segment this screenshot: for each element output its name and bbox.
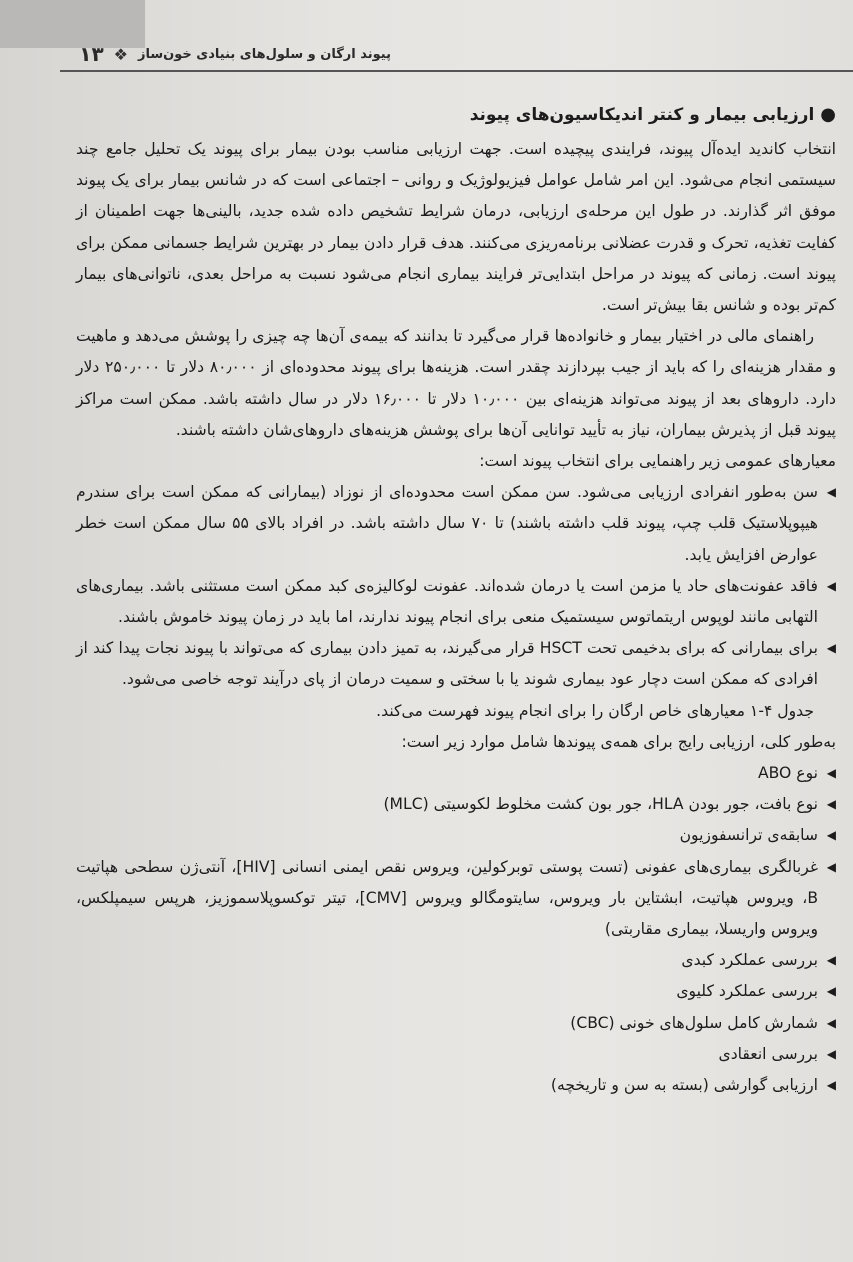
list-item-text: نوع بافت، جور بودن HLA، جور بون کشت مخلوط لکوسیتی (MLC)	[383, 795, 818, 814]
triangle-bullet-icon: ◀	[826, 1078, 836, 1093]
triangle-bullet-icon: ◀	[826, 1046, 836, 1061]
header-rule	[60, 70, 853, 72]
list-item-text: بررسی عملکرد کلیوی	[676, 982, 818, 1001]
triangle-bullet-icon: ◀	[826, 766, 836, 781]
list-item-text: فاقد عفونت‌های حاد یا مزمن است یا درمان شده‌اند. عفونت لوکالیزه‌ی کبد ممکن است مستثنی باشد. بیماری‌های التهابی مانند لوپوس اریتماتوس سیستمیک منعی برای انجام پیوند ندارند، اما باید در زمان پیوند خاموش باشند.	[76, 576, 818, 627]
list-item	[76, 789, 836, 820]
list-item-text: بررسی عملکرد کبدی	[681, 951, 818, 970]
page-number: ۱۳	[79, 42, 104, 66]
triangle-bullet-icon: ◀	[826, 984, 836, 999]
paragraph-financial-guidance: راهنمای مالی در اختیار بیمار و خانواده‌ها قرار می‌گیرد تا بدانند که بیمه‌ی آن‌ها چه چیزی را پوشش می‌دهد و ماهیت و مقدار هزینه‌ای را که باید از جیب بپردازند چقدر است. هزینه‌ها برای پیوند محدوده‌ای از ۸۰٫۰۰۰ دلار تا ۲۵۰٫۰۰۰ دلار دارد. داروهای بعد از پیوند می‌تواند هزینه‌ای بین ۱۰٫۰۰۰ دلار تا ۱۶٫۰۰۰ دلار در سال داشته باشد. ممکن است مراکز پیوند قبل از پذیرش بیماران، نیاز به تأیید توانایی آن‌ها برای پوشش هزینه‌های داروهای‌شان داشته باشند.	[76, 327, 836, 439]
triangle-bullet-icon: ◀	[826, 578, 836, 593]
triangle-bullet-icon: ◀	[826, 1015, 836, 1030]
list-item-text: بررسی انعقادی	[718, 1044, 818, 1063]
triangle-bullet-icon: ◀	[826, 797, 836, 812]
paragraph-table-reference: جدول ۴-۱ معیارهای خاص ارگان را برای انجام پیوند فهرست می‌کند.	[376, 701, 814, 720]
list-item-text: شمارش کامل سلول‌های خونی (CBC)	[570, 1013, 818, 1032]
list-item	[76, 1008, 836, 1039]
list-item	[76, 945, 836, 976]
heading-bullet-icon: ●	[820, 104, 836, 125]
list-item-text: ارزیابی گوارشی (بسته به سن و تاریخچه)	[550, 1076, 818, 1095]
list-item	[76, 1070, 836, 1101]
list-item	[76, 1039, 836, 1070]
list-item-text: سن به‌طور انفرادی ارزیابی می‌شود. سن ممکن است محدوده‌ای از نوزاد (بیمارانی که ممکن است برای سندرم هیپوپلاستیک قلب چپ، پیوند قلب داشته باشند) تا ۷۰ سال داشته باشد. در افراد بالای ۵۵ سال ممکن است خطر عوارض افزایش یابد.	[76, 483, 818, 564]
list-item	[76, 852, 836, 946]
paragraph-general-intro: به‌طور کلی، ارزیابی رایج برای همه‌ی پیوندها شامل موارد زیر است:	[401, 732, 836, 751]
list-item-text: سابقه‌ی ترانسفوزیون	[679, 826, 818, 845]
list-item-text: نوع ABO	[757, 764, 818, 783]
paragraph-criteria-intro: معیارهای عمومی زیر راهنمایی برای انتخاب پیوند است:	[479, 452, 836, 471]
list-item	[76, 477, 836, 571]
triangle-bullet-icon: ◀	[826, 641, 836, 656]
list-item	[76, 820, 836, 851]
triangle-bullet-icon: ◀	[826, 859, 836, 874]
section-heading-text: ارزیابی بیمار و کنتر اندیکاسیون‌های پیوند	[469, 105, 815, 125]
section-heading	[76, 98, 836, 132]
page-header	[78, 40, 391, 68]
list-item	[76, 976, 836, 1007]
criteria-list	[76, 477, 836, 695]
paragraph-candidate-selection: انتخاب کاندید ایده‌آل پیوند، فرایندی پیچیده است. جهت ارزیابی مناسب بودن بیمار برای پیوند یک تحلیل جامع چند سیستمی انجام می‌شود. این امر شامل عوامل فیزیولوژیک و روانی – اجتماعی است که در شانس بیمار برای یک پیوند موفق اثر گذارند. در طول این مرحله‌ی ارزیابی، درمان شرایط تشخیص داده شده جدید، بالینی‌ها جهت اطمینان از کفایت تغذیه، تحرک و قدرت عضلانی برنامه‌ریزی می‌کنند. هدف قرار دادن بیمار در بهترین شرایط جسمانی ممکن برای پیوند است. زمانی که پیوند در مراحل ابتدایی‌تر فرایند بیماری انجام می‌شود نسبت به مراحل بعدی، ناتوانی‌های بیمار کم‌تر بوده و شانس بقا بیش‌تر است.	[76, 140, 836, 315]
list-item-text: برای بیمارانی که برای بدخیمی تحت HSCT قرار می‌گیرند، به تمیز دادن بیماری که می‌تواند با پیوند نجات پیدا کند از افرادی که ممکن است دچار عود بیماری شوند یا با سختی و سمیت درمان از پای درآیند توجه خاصی می‌شود.	[76, 639, 818, 689]
page-content	[76, 98, 836, 1101]
list-item	[76, 633, 836, 695]
running-title: پیوند ارگان و سلول‌های بنیادی خون‌ساز	[138, 46, 391, 62]
list-item-text: غربالگری بیماری‌های عفونی (تست پوستی توبرکولین، ویروس نقص ایمنی انسانی [HIV]، آنتی‌ژن سطحی هپاتیت B، ویروس هپاتیت، ابشتاین بار ویروس، سایتومگالو ویروس [CMV]، تیتر توکسوپلاسموزیز، هرپس سیمپلکس، ویروس واریسلا، بیماری مقاربتی)	[76, 857, 819, 939]
triangle-bullet-icon: ◀	[826, 828, 836, 843]
triangle-bullet-icon: ◀	[826, 953, 836, 968]
list-item	[76, 758, 836, 789]
list-item	[76, 571, 836, 633]
evaluation-list	[76, 758, 836, 1101]
triangle-bullet-icon: ◀	[826, 485, 836, 500]
diamond-cluster-icon: ❖	[113, 44, 129, 64]
